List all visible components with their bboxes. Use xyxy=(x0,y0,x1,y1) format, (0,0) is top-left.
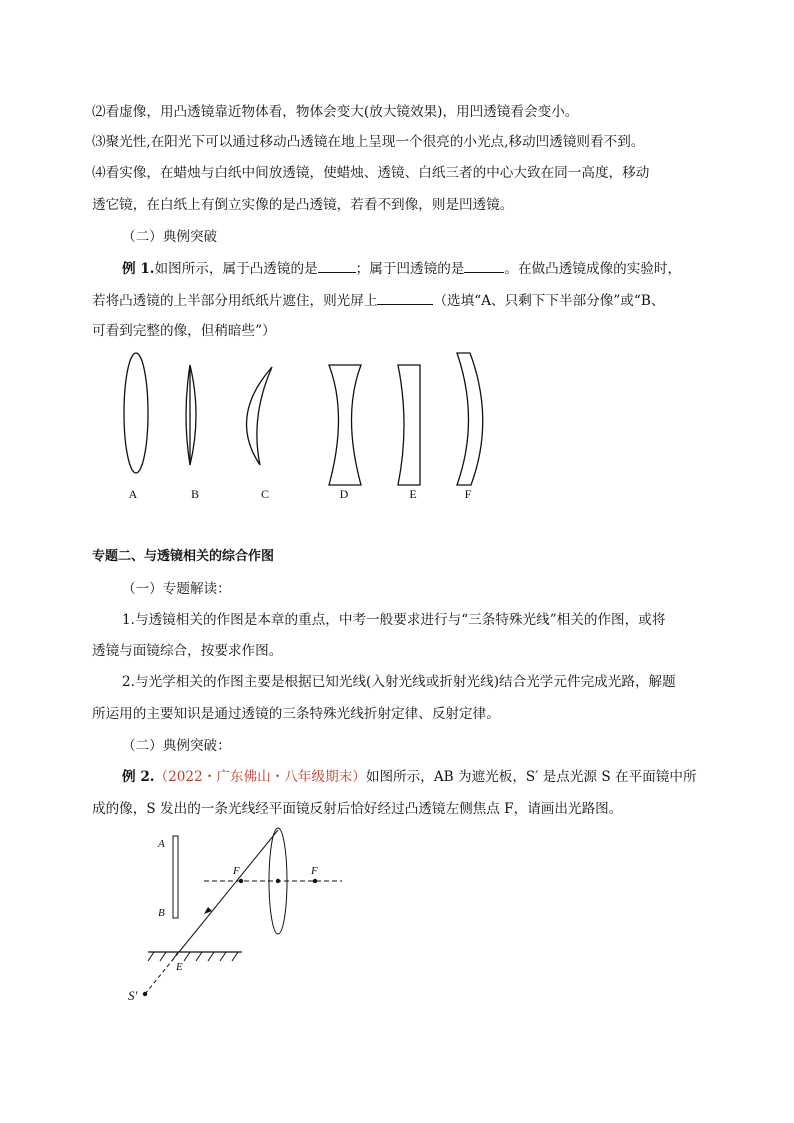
lens-d-shape xyxy=(329,365,361,485)
label-f-left: F xyxy=(233,865,240,877)
reflected-ray xyxy=(179,830,278,952)
example-1-line3: 可看到完整的像，但稍暗些”） xyxy=(92,323,276,339)
focus-point-right xyxy=(313,879,317,883)
label-e: E xyxy=(176,961,183,973)
section-2-sub-interpretation: （一）专题解读： xyxy=(122,581,231,597)
example-2-line1 xyxy=(122,763,734,791)
lens-b-shape xyxy=(190,365,196,465)
section-2-point1-line1: 1.与透镜相关的作图是本章的重点，中考一般要求进行与“三条特殊光线”相关的作图，或将 xyxy=(122,612,666,628)
lens-a-shape xyxy=(124,353,148,473)
section-2-sub-examples: （二）典例突破： xyxy=(122,738,231,754)
shield-ab xyxy=(173,836,178,918)
lens-e-shape xyxy=(398,365,420,485)
sub-heading-examples: （二）典例突破 xyxy=(122,229,218,245)
example-2-source: （2022・广东佛山・八年级期末） xyxy=(154,769,366,785)
lens-label-e: E xyxy=(409,487,417,501)
answer-blank-screen[interactable] xyxy=(377,290,433,305)
example-1-text-d: 若将凸透镜的上半部分用纸纸片遮住，则光屏上 xyxy=(92,293,378,309)
focus-point-left xyxy=(239,879,243,883)
example-1-line2 xyxy=(92,287,704,315)
lens-label-d: D xyxy=(339,487,349,501)
example-2-line2: 成的像，S 发出的一条光线经平面镜反射后恰好经过凸透镜左侧焦点 F，请画出光路图。 xyxy=(92,801,623,817)
example-1-line1 xyxy=(122,255,734,283)
focus-point-center xyxy=(276,879,280,883)
example-1-text-b: ；属于凹透镜的是 xyxy=(355,261,465,277)
lens-label-b: B xyxy=(190,487,200,501)
lens-c-shape xyxy=(247,367,272,465)
label-b: B xyxy=(158,907,165,919)
answer-blank-convex[interactable] xyxy=(318,258,356,273)
section-2-point2-line1: 2.与光学相关的作图主要是根据已知光线(入射光线或折射光线)结合光学元件完成光路，解题 xyxy=(122,674,676,690)
example-1-text-a: 如图所示，属于凸透镜的是 xyxy=(154,261,318,277)
lens-label-f: F xyxy=(464,487,472,501)
section-2-point1-line2: 透镜与面镜综合，按要求作图。 xyxy=(92,643,283,659)
method-real-image-line2: 透它镜，在白纸上有倒立实像的是凸透镜，若看不到像，则是凹透镜。 xyxy=(92,197,514,213)
example-1-text-c: 。在做凸透镜成像的实验时， xyxy=(504,261,682,277)
lens-f-shape xyxy=(457,353,483,485)
label-f-right: F xyxy=(311,865,318,877)
section-2-point2-line2: 所运用的主要知识是通过透镜的三条特殊光线折射定律、反射定律。 xyxy=(92,706,500,722)
lens-label-c: C xyxy=(260,487,270,501)
method-virtual-image: ⑵看虚像，用凸透镜靠近物体看，物体会变大(放大镜效果)，用凹透镜看会变小。 xyxy=(92,104,579,120)
example-1-text-e: （选填“A、只剩下下半部分像”或“B、 xyxy=(433,293,665,309)
example-2-text-a: 如图所示，AB 为遮光板，S′ 是点光源 S 在平面镜中所 xyxy=(365,769,697,785)
label-a: A xyxy=(158,838,165,850)
lens-label-a: A xyxy=(128,487,138,501)
section-2-title: 专题二、与透镜相关的综合作图 xyxy=(92,549,275,564)
label-s-prime: S′ xyxy=(128,988,138,1003)
optics-diagram xyxy=(120,822,360,1012)
example-2-label: 例 2. xyxy=(122,769,155,785)
image-point-s-prime xyxy=(143,992,147,996)
mirror-hatching xyxy=(148,952,238,961)
lens-figure xyxy=(110,345,510,510)
answer-blank-concave[interactable] xyxy=(464,258,504,273)
example-1-label: 例 1. xyxy=(122,261,155,277)
method-focusing: ⑶聚光性,在阳光下可以通过移动凸透镜在地上呈现一个很亮的小光点,移动凹透镜则看不到。 xyxy=(92,134,645,150)
method-real-image-line1: ⑷看实像，在蜡烛与白纸中间放透镜，使蜡烛、透镜、白纸三者的中心大致在同一高度，移动 xyxy=(92,165,650,181)
